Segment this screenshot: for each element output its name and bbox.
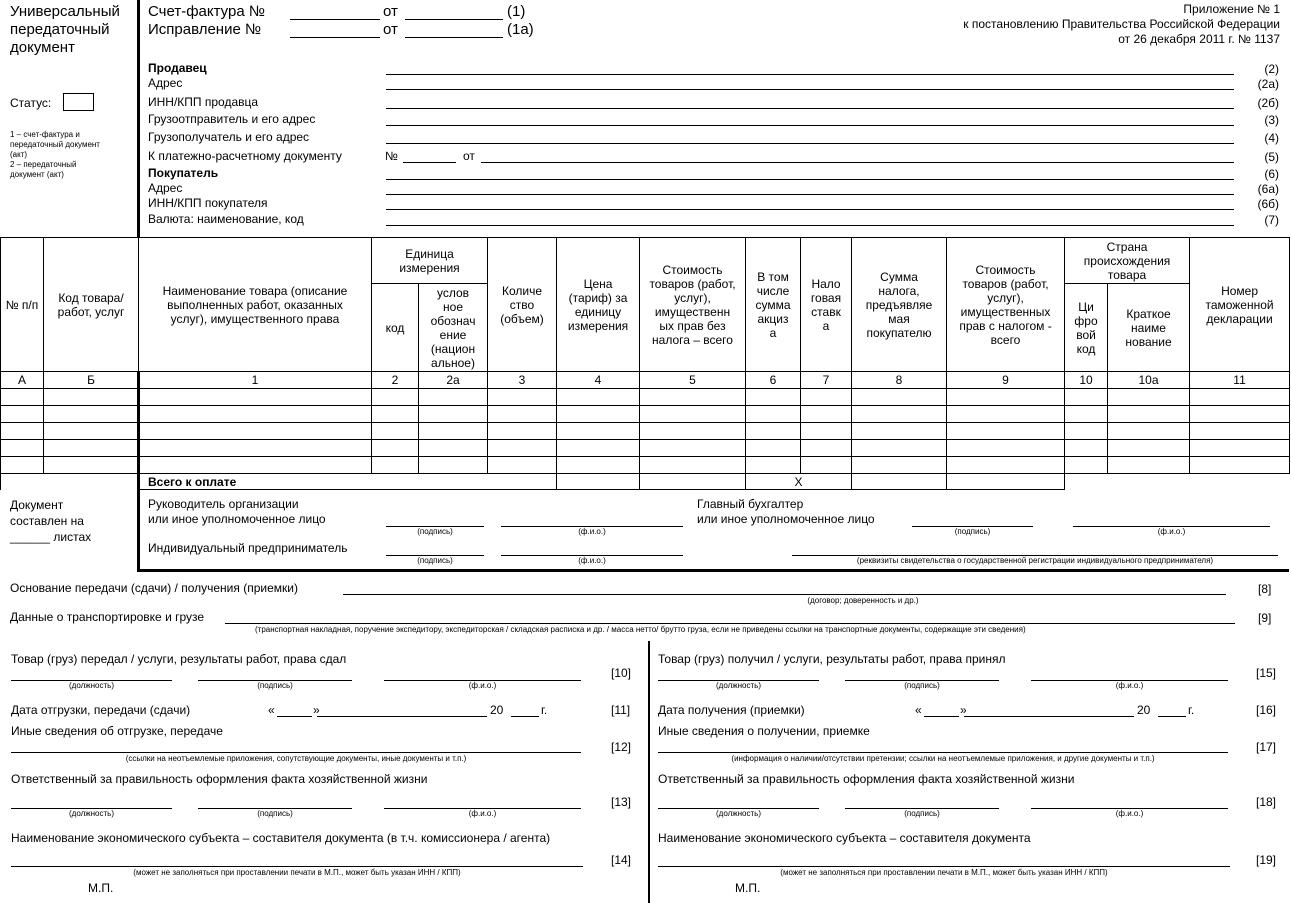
total-cost[interactable] — [640, 474, 746, 490]
field-code: (7) — [1264, 213, 1279, 227]
column-number: 1 — [139, 372, 372, 389]
header-unit: Единица измерения — [372, 238, 488, 284]
field-code: (5) — [1264, 150, 1279, 164]
responsible-signature-caption: (подпись) — [904, 809, 940, 818]
entity-code: [14] — [611, 853, 632, 867]
date-year-suffix: г. — [541, 703, 548, 717]
entity-line[interactable] — [658, 866, 1230, 867]
header-customs: Номер таможенной декларации — [1190, 238, 1290, 372]
date-month-line[interactable] — [317, 716, 487, 717]
responsible-signature-caption: (подпись) — [257, 809, 293, 818]
other-info-code: [17] — [1256, 740, 1277, 754]
field-label: Грузоотправитель и его адрес — [148, 112, 316, 126]
date-year-suffix: г. — [1188, 703, 1195, 717]
basis-line[interactable] — [343, 594, 1226, 595]
accountant-signature-caption: (подпись) — [954, 527, 991, 536]
header-tax: Сумма налога, предъявляе мая покупателю — [852, 238, 947, 372]
middle-divider — [648, 641, 650, 903]
total-label: Всего к оплате — [139, 474, 557, 490]
date-open-quote: « — [268, 703, 275, 717]
column-number: 7 — [801, 372, 852, 389]
transfer-position-caption: (должность) — [69, 681, 114, 690]
transfer-fio-caption: (ф.и.о.) — [1115, 681, 1144, 690]
invoice-number-line[interactable] — [290, 19, 380, 20]
responsible-label: Ответственный за правильность оформления факта хозяйственной жизни — [658, 772, 1075, 786]
field-label: Покупатель — [148, 166, 219, 180]
field-code: (6) — [1264, 167, 1279, 181]
responsible-position-caption: (должность) — [716, 809, 761, 818]
correction-date-line[interactable] — [405, 37, 503, 38]
entrepreneur-label: Индивидуальный предприниматель — [148, 541, 348, 555]
date-close-quote: » — [960, 703, 967, 717]
responsible-code: [13] — [611, 795, 632, 809]
responsible-code: [18] — [1256, 795, 1277, 809]
field-code: (6а) — [1257, 182, 1279, 196]
field-line[interactable] — [386, 74, 1234, 75]
column-number: 8 — [852, 372, 947, 389]
table-row[interactable] — [1, 389, 1290, 406]
entity-label: Наименование экономического субъекта – составителя документа — [658, 831, 1031, 845]
date-year-prefix: 20 — [490, 703, 504, 717]
transfer-position-caption: (должность) — [716, 681, 761, 690]
other-info-label: Иные сведения о получении, приемке — [658, 724, 870, 738]
header-no: № п/п — [1, 238, 44, 372]
head-signature-caption: (подпись) — [417, 527, 453, 536]
head-fio-caption: (ф.и.о.) — [578, 527, 606, 536]
column-number: 3 — [488, 372, 557, 389]
entity-label: Наименование экономического субъекта – составителя документа (в т.ч. комиссионера / агента) — [11, 831, 551, 845]
responsible-label: Ответственный за правильность оформления факта хозяйственной жизни — [11, 772, 428, 786]
date-close-quote: » — [313, 703, 320, 717]
date-open-quote: « — [915, 703, 922, 717]
header-country-name: Краткое наиме нование — [1108, 284, 1190, 372]
column-number: Б — [44, 372, 139, 389]
table-row[interactable] — [1, 406, 1290, 423]
field-label: Грузополучатель и его адрес — [148, 130, 310, 144]
header-cost: Стоимость товаров (работ, услуг), имущественн ых прав без налога – всего — [640, 238, 746, 372]
transfer-code: [15] — [1256, 666, 1277, 680]
other-info-code: [12] — [611, 740, 632, 754]
column-number: 10а — [1108, 372, 1190, 389]
accountant-label: Главный бухгалтер или иное уполномоченное лицо — [697, 497, 875, 526]
header-excise: В том числе сумма акциз а — [746, 238, 801, 372]
column-number: 9 — [947, 372, 1065, 389]
stamp-place: М.П. — [88, 881, 114, 895]
document-title: Универсальный передаточный документ — [10, 3, 120, 56]
date-year-line[interactable] — [511, 716, 539, 717]
header-code: Код товара/ работ, услуг — [44, 238, 139, 372]
total-excise: X — [746, 474, 852, 490]
registration-caption: (реквизиты свидетельства о государственной регистрации индивидуального предпринимателя) — [856, 556, 1214, 565]
invoice-from: от — [383, 3, 398, 20]
field-line[interactable] — [386, 143, 1234, 144]
field-label: Продавец — [148, 61, 207, 75]
correction-label: Исправление № — [148, 21, 262, 38]
goods-table — [0, 237, 1290, 490]
responsible-position-caption: (должность) — [69, 809, 114, 818]
field-label: Валюта: наименование, код — [148, 212, 304, 226]
entity-caption: (может не заполняться при проставлении печати в М.П., может быть указан ИНН / КПП) — [133, 868, 461, 877]
entity-caption: (может не заполняться при проставлении печати в М.П., может быть указан ИНН / КПП) — [780, 868, 1108, 877]
header-qty: Количе ство (объем) — [488, 238, 557, 372]
other-info-line[interactable] — [11, 752, 581, 753]
responsible-fio-caption: (ф.и.о.) — [468, 809, 497, 818]
transfer-signature-caption: (подпись) — [904, 681, 940, 690]
header-price: Цена (тариф) за единицу измерения — [557, 238, 640, 372]
date-code: [16] — [1256, 703, 1277, 717]
table-row[interactable] — [1, 457, 1290, 474]
column-number: 2а — [419, 372, 488, 389]
responsible-fio-caption: (ф.и.о.) — [1115, 809, 1144, 818]
other-info-caption: (информация о наличии/отсутствии претензии; ссылки на неотъемлемые приложения, и другие документы и т.п.) — [731, 754, 1155, 763]
field-label: К платежно-расчетному документу — [148, 149, 342, 163]
invoice-code: (1) — [507, 3, 526, 20]
payment-date-line[interactable] — [481, 162, 1234, 163]
accountant-fio-caption: (ф.и.о.) — [1157, 527, 1186, 536]
basis-code: [8] — [1258, 582, 1272, 596]
correction-number-line[interactable] — [290, 37, 380, 38]
header-country-code: Ци фро вой код — [1065, 284, 1108, 372]
date-month-line[interactable] — [964, 716, 1134, 717]
transport-line[interactable] — [225, 623, 1235, 624]
table-row[interactable] — [1, 440, 1290, 457]
transfer-signature-caption: (подпись) — [257, 681, 293, 690]
column-number: 10 — [1065, 372, 1108, 389]
payment-no-label: № — [385, 149, 398, 163]
status-label: Статус: — [10, 96, 52, 110]
payment-no-line[interactable] — [403, 162, 456, 163]
correction-from: от — [383, 21, 398, 38]
entrepreneur-fio-caption: (ф.и.о.) — [578, 556, 606, 565]
head-label: Руководитель организации или иное уполномоченное лицо — [148, 497, 326, 526]
field-code: (4) — [1264, 131, 1279, 145]
entrepreneur-signature-caption: (подпись) — [417, 556, 453, 565]
field-line[interactable] — [386, 108, 1234, 109]
column-numbers-row — [1, 372, 1290, 389]
field-line[interactable] — [386, 209, 1234, 210]
payment-from-label: от — [463, 149, 475, 163]
column-number: 6 — [746, 372, 801, 389]
status-input[interactable] — [63, 93, 94, 111]
entity-code: [19] — [1256, 853, 1277, 867]
field-line[interactable] — [386, 89, 1234, 90]
date-year-prefix: 20 — [1137, 703, 1151, 717]
field-label: Адрес — [148, 181, 183, 195]
basis-label: Основание передачи (сдачи) / получения (приемки) — [10, 581, 298, 595]
header-unit-code: код — [372, 284, 419, 372]
field-line[interactable] — [386, 125, 1234, 126]
transport-caption: (транспортная накладная, поручение экспедитору, экспедиторская / складская расписка и др. / масса нетто/ брутто груза, если не приведены ссылки на транспортные документы, содержащие эти сведения) — [255, 625, 1026, 634]
field-line[interactable] — [386, 194, 1234, 195]
transfer-person-label: Товар (груз) получил / услуги, результаты работ, права принял — [658, 652, 1006, 666]
total-row — [1, 474, 1290, 490]
basis-caption: (договор; доверенность и др.) — [807, 596, 919, 605]
transfer-fio-caption: (ф.и.о.) — [468, 681, 497, 690]
date-label: Дата отгрузки, передачи (сдачи) — [11, 703, 191, 717]
column-number: 11 — [1190, 372, 1290, 389]
transfer-person-label: Товар (груз) передал / услуги, результаты работ, права сдал — [11, 652, 347, 666]
field-label: ИНН/КПП продавца — [148, 95, 259, 109]
sign-bottom-border — [137, 569, 1289, 572]
other-info-caption: (ссылки на неотъемлемые приложения, сопутствующие документы, иные документы и т.п.) — [125, 754, 467, 763]
field-code: (2) — [1264, 62, 1279, 76]
invoice-label: Счет-фактура № — [148, 3, 265, 20]
table-row[interactable] — [1, 423, 1290, 440]
header-unit-name: услов ное обознач ение (национ альное) — [419, 284, 488, 372]
column-number: 2 — [372, 372, 419, 389]
header-cost-tax: Стоимость товаров (работ, услуг), имущественных прав с налогом - всего — [947, 238, 1065, 372]
field-code: (2б) — [1257, 96, 1279, 110]
header-country: Страна происхождения товара — [1065, 238, 1190, 284]
field-label: ИНН/КПП покупателя — [148, 196, 268, 210]
date-label: Дата получения (приемки) — [658, 703, 805, 717]
transfer-code: [10] — [611, 666, 632, 680]
appendix-note: Приложение № 1 к постановлению Правительства Российской Федерации от 26 декабря 2011 г. № 1137 — [963, 2, 1280, 46]
header-name: Наименование товара (описание выполненных работ, оказанных услуг), имущественного права — [139, 238, 372, 372]
date-year-line[interactable] — [1158, 716, 1186, 717]
status-note: 1 – счет-фактура и передаточный документ (акт) 2 – передаточный документ (акт) — [10, 130, 100, 179]
correction-code: (1а) — [507, 21, 534, 38]
transport-label: Данные о транспортировке и грузе — [10, 610, 205, 624]
field-code: (6б) — [1257, 197, 1279, 211]
other-info-label: Иные сведения об отгрузке, передаче — [11, 724, 223, 738]
header-rate: Нало говая ставк а — [801, 238, 852, 372]
total-tax[interactable] — [852, 474, 947, 490]
header-divider — [137, 0, 140, 237]
field-code: (2а) — [1257, 77, 1279, 91]
column-number: 4 — [557, 372, 640, 389]
field-line[interactable] — [386, 179, 1234, 180]
field-label: Адрес — [148, 76, 183, 90]
entity-line[interactable] — [11, 866, 583, 867]
column-number: А — [1, 372, 44, 389]
invoice-date-line[interactable] — [405, 19, 503, 20]
pages-count: Документ составлен на ______ листах — [10, 498, 92, 544]
stamp-place: М.П. — [735, 881, 761, 895]
column-number: 5 — [640, 372, 746, 389]
other-info-line[interactable] — [658, 752, 1228, 753]
date-code: [11] — [611, 703, 631, 717]
date-day-line[interactable] — [924, 716, 959, 717]
total-cost-tax[interactable] — [947, 474, 1065, 490]
table-top-border — [0, 237, 1289, 238]
field-code: (3) — [1264, 113, 1279, 127]
transport-code: [9] — [1258, 611, 1272, 625]
date-day-line[interactable] — [277, 716, 312, 717]
field-line[interactable] — [386, 225, 1234, 226]
sign-divider — [137, 372, 140, 570]
